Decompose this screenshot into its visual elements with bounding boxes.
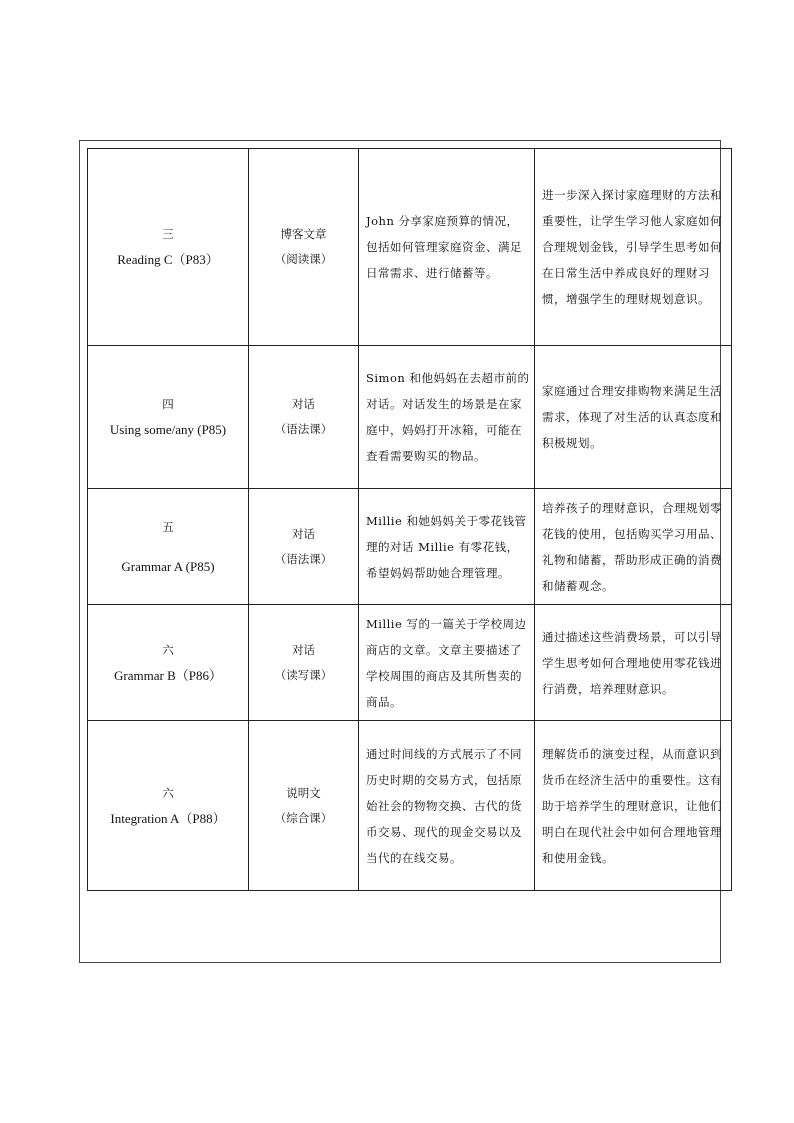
lesson-cell	[88, 346, 249, 489]
lesson-title: Grammar A (P85)	[121, 558, 215, 574]
table-row	[88, 605, 732, 721]
lesson-table	[87, 148, 732, 891]
lesson-number: 六	[162, 785, 174, 800]
lesson-cell	[88, 605, 249, 721]
text-type: 对话	[292, 526, 315, 541]
table-row	[88, 721, 732, 891]
lesson-title: Integration A（P88）	[110, 810, 226, 826]
content-cell: 通过时间线的方式展示了不同历史时期的交易方式，包括原始社会的物物交换、古代的货币交易、现代的现金交易以及当代的在线交易。	[359, 721, 535, 891]
type-cell	[249, 149, 359, 346]
content-cell: Millie 写的一篇关于学校周边商店的文章。文章主要描述了学校周围的商店及其所售卖的商品。	[359, 605, 535, 721]
text-type: 博客文章	[280, 227, 327, 241]
type-cell	[249, 721, 359, 891]
table-row	[88, 149, 732, 346]
goal-cell: 培养孩子的理财意识，合理规划零花钱的使用，包括购买学习用品、礼物和储蓄，帮助形成正确的消费和储蓄观念。	[535, 489, 732, 605]
content-cell: Simon 和他妈妈在去超市前的对话。对话发生的场景是在家庭中，妈妈打开冰箱，可能在查看需要购买的物品。	[359, 346, 535, 489]
text-type: 对话	[292, 397, 315, 411]
type-cell	[249, 489, 359, 605]
text-type: 对话	[292, 642, 315, 657]
goal-cell: 家庭通过合理安排购物来满足生活需求，体现了对生活的认真态度和积极规划。	[535, 346, 732, 489]
class-type: （读写课）	[274, 667, 333, 682]
type-cell	[249, 346, 359, 489]
content-cell: John 分享家庭预算的情况，包括如何管理家庭资金、满足日常需求、进行储蓄等。	[359, 149, 535, 346]
type-cell	[249, 605, 359, 721]
goal-cell: 进一步深入探讨家庭理财的方法和重要性，让学生学习他人家庭如何合理规划金钱，引导学生思考如何在日常生活中养成良好的理财习惯，增强学生的理财规划意识。	[535, 149, 732, 346]
lesson-cell	[88, 149, 249, 346]
class-type: （语法课）	[274, 551, 333, 566]
class-type: （阅读课）	[274, 252, 333, 266]
lesson-title: Reading C（P83）	[117, 252, 219, 267]
lesson-title: Grammar B（P86）	[114, 667, 222, 683]
content-cell: Millie 和她妈妈关于零花钱管理的对话 Millie 有零花钱，希望妈妈帮助她合理管理。	[359, 489, 535, 605]
goal-cell: 通过描述这些消费场景，可以引导学生思考如何合理地使用零花钱进行消费，培养理财意识。	[535, 605, 732, 721]
lesson-title: Using some/any (P85)	[109, 422, 227, 437]
lesson-cell	[88, 489, 249, 605]
class-type: （综合课）	[274, 810, 333, 825]
text-type: 说明文	[286, 785, 321, 800]
lesson-number: 六	[162, 642, 174, 657]
table-row	[88, 346, 732, 489]
class-type: （语法课）	[274, 422, 333, 436]
lesson-cell	[88, 721, 249, 891]
goal-cell: 理解货币的演变过程，从而意识到货币在经济生活中的重要性。这有助于培养学生的理财意识，让他们明白在现代社会中如何合理地管理和使用金钱。	[535, 721, 732, 891]
lesson-number: 四	[162, 397, 174, 411]
lesson-number: 五	[162, 519, 174, 534]
lesson-number: 三	[162, 227, 174, 241]
table-row	[88, 489, 732, 605]
